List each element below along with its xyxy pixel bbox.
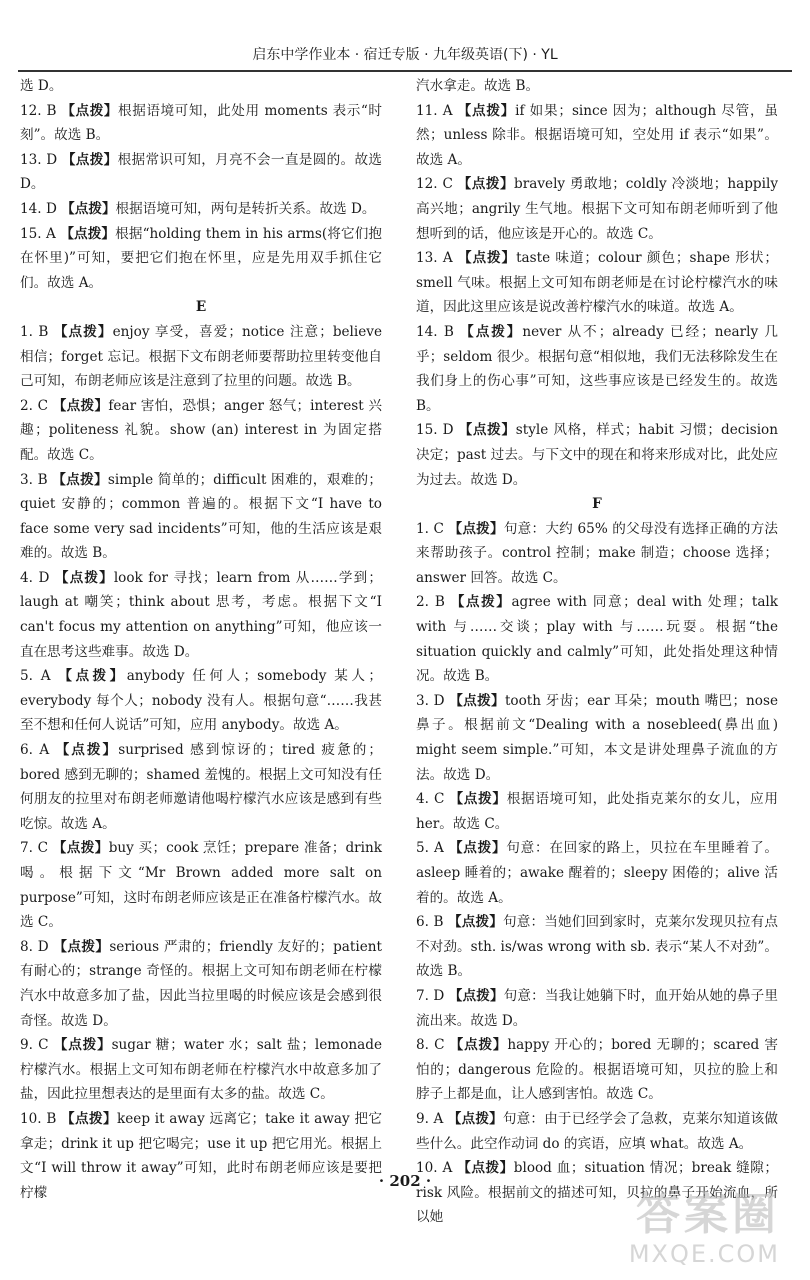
answer-number: 6. A xyxy=(20,742,50,759)
answer-entry xyxy=(20,74,382,99)
hint-tag: 【点拨】 xyxy=(457,102,516,119)
answer-text: enjoy 享受，喜爱；notice 注意；believe 相信；forget 忘记。根据下文布朗老师要帮助拉里转变他自己可知，布朗老师应该是注意到了拉里的问题。故选 B。 xyxy=(20,323,383,390)
watermark-bottom: MXQE.COM xyxy=(628,1240,780,1268)
answer-number: 14. B xyxy=(416,323,454,340)
answer-text: if 如果；since 因为；although 尽管，虽然；unless 除非。根据语境可知，空处用 if 表示“如果”。故选 A。 xyxy=(416,102,778,168)
answer-entry xyxy=(20,738,382,836)
answer-entry xyxy=(20,394,382,468)
answer-entry xyxy=(20,99,382,148)
answer-number: 1. B xyxy=(20,323,49,340)
hint-tag: 【点拨】 xyxy=(449,692,505,709)
answer-entry xyxy=(416,74,778,99)
right-column xyxy=(416,74,778,1230)
answer-number: 15. A xyxy=(20,225,56,242)
answer-entry xyxy=(416,172,778,246)
answer-text: taste 味道；colour 颜色；shape 形状；smell 气味。根据上文可知布朗老师是在讨论柠檬汽水的味道，因此这里应该是说改善柠檬汽水的味道。故选 A。 xyxy=(416,250,778,316)
answer-entry xyxy=(416,836,778,910)
answer-entry xyxy=(416,787,778,836)
answer-number: 12. C xyxy=(416,176,453,193)
answer-text: tooth 牙齿；ear 耳朵；mouth 嘴巴；nose 鼻子。根据前文“Dealing with a nosebleed(鼻出血) might seem simple.”可知，本文是讲处理鼻子流血的方法。故选 D。 xyxy=(416,692,778,783)
answer-number: 1. C xyxy=(416,520,444,537)
answer-number: 15. D xyxy=(416,422,454,439)
hint-tag: 【点拨】 xyxy=(448,520,504,537)
answer-entry xyxy=(20,935,382,1033)
hint-tag: 【点拨】 xyxy=(61,200,116,217)
answer-number: 9. A xyxy=(416,1110,444,1127)
answer-text: 选 D。 xyxy=(20,78,63,94)
answer-text: 句意：大约 65% 的父母没有选择正确的方法来帮助孩子。control 控制；make 制造；choose 选择；answer 回答。故选 C。 xyxy=(416,520,779,586)
hint-tag: 【点拨】 xyxy=(61,102,119,119)
hint-tag: 【点拨】 xyxy=(458,422,516,439)
answer-number: 6. B xyxy=(416,914,444,931)
answer-entry xyxy=(20,197,382,222)
hint-tag: 【点拨】 xyxy=(460,323,523,340)
hint-tag: 【点拨】 xyxy=(53,1037,112,1054)
answer-text: simple 简单的；difficult 困难的，艰难的；quiet 安静的；common 普遍的。根据下文“I have to face some very sad incidents”可知，他的生活应该是艰难的。故选 B。 xyxy=(20,471,383,562)
hint-tag: 【点拨】 xyxy=(457,250,517,267)
answer-entry xyxy=(416,984,778,1033)
hint-tag: 【点拨】 xyxy=(61,151,118,168)
answer-entry xyxy=(20,1033,382,1107)
hint-tag: 【点拨】 xyxy=(54,569,114,586)
answer-text: 根据常识可知，月亮不会一直是圆的。故选 D。 xyxy=(20,151,383,193)
answer-number: 11. A xyxy=(416,102,453,119)
answer-entry xyxy=(416,320,778,418)
answer-text: style 风格，样式；habit 习惯；decision 决定；past 过去。与下文中的现在和将来形成对比，此处应为过去。故选 D。 xyxy=(416,422,779,488)
answer-number: 12. B xyxy=(20,102,57,119)
answer-entry xyxy=(20,468,382,566)
left-column xyxy=(20,74,382,1205)
answer-entry xyxy=(20,222,382,296)
watermark-top: 答案圈 xyxy=(636,1189,780,1240)
answer-text: happy 开心的；bored 无聊的；scared 害怕的；dangerous 危险的。根据语境可知，贝拉的脸上和脖子上都是血，让人感到害怕。故选 C。 xyxy=(416,1037,778,1103)
answer-number: 14. D xyxy=(20,200,57,217)
hint-tag: 【点拨】 xyxy=(449,791,507,808)
hint-tag: 【点拨】 xyxy=(58,668,127,685)
answer-text: surprised 感到惊讶的；tired 疲惫的；bored 感到无聊的；shamed 羞愧的。根据上文可知没有任何朋友的拉里对布朗老师邀请他喝柠檬汽水应该是感到有些吃惊。故选 A。 xyxy=(20,742,383,832)
hint-tag: 【点拨】 xyxy=(61,1110,117,1127)
answer-text: 根据语境可知，两句是转折关系。故选 D。 xyxy=(115,200,376,217)
hint-tag: 【点拨】 xyxy=(60,225,116,242)
answer-text: keep it away 远离它；take it away 把它拿走；drink it up 把它喝完；use it up 把它用光。根据上文“I will throw it away”可知，此时布朗老师应该是要把柠檬 xyxy=(20,1110,382,1201)
hint-tag: 【点拨】 xyxy=(449,1037,508,1054)
hint-tag: 【点拨】 xyxy=(450,594,512,611)
answer-entry xyxy=(416,590,778,688)
answer-text: 句意：当她们回到家时，克莱尔发现贝拉有点不对劲。sth. is/was wrong with sb. 表示“某人不对劲”。故选 B。 xyxy=(416,914,779,980)
hint-tag: 【点拨】 xyxy=(457,1160,514,1177)
answer-entry xyxy=(416,910,778,984)
answer-text: agree with 同意；deal with 处理；talk with 与……交谈；play with 与……玩耍。根据“the situation quickly and calmly”可知，此处指处理这种情况。故选 B。 xyxy=(416,594,779,685)
hint-tag: 【点拨】 xyxy=(53,938,110,955)
answer-number: 5. A xyxy=(416,840,444,857)
answer-text: blood 血；situation 情况；break 缝隙；risk 风险。根据前文的描述可知，贝拉的鼻子开始流血，所以她 xyxy=(416,1160,778,1226)
answer-text: fear 害怕，恐惧；anger 怒气；interest 兴趣；politeness 礼貌。show (an) interest in 为固定搭配。故选 C。 xyxy=(20,397,382,463)
page-number: · 202 · xyxy=(378,1172,432,1190)
answer-entry xyxy=(416,418,778,492)
answer-number: 7. C xyxy=(20,840,49,857)
hint-tag: 【点拨】 xyxy=(52,471,108,488)
answer-number: 4. C xyxy=(416,791,445,808)
answer-text: 根据语境可知，此处指克莱尔的女儿，应用 her。故选 C。 xyxy=(416,791,778,832)
answer-entry xyxy=(20,148,382,197)
watermark-logo xyxy=(580,1190,780,1270)
answer-entry xyxy=(416,689,778,787)
answer-text: 根据语境可知，此处用 moments 表示“时刻”。故选 B。 xyxy=(20,102,383,144)
answer-number: 5. A xyxy=(20,668,51,685)
answer-number: 3. B xyxy=(20,471,48,488)
answer-text: look for 寻找；learn from 从……学到；laugh at 嘲笑；think about 思考，考虑。根据下文“I can't focus my attention on anything”可知，他应该一直在思考这些难事。故选 D。 xyxy=(20,569,382,660)
hint-tag: 【点拨】 xyxy=(447,914,503,931)
hint-tag: 【点拨】 xyxy=(448,840,507,857)
section-heading: E xyxy=(195,299,207,316)
answer-number: 2. C xyxy=(20,397,49,414)
answer-number: 8. D xyxy=(20,938,49,955)
answer-entry xyxy=(416,99,778,173)
answer-number: 2. B xyxy=(416,594,445,611)
answer-number: 4. D xyxy=(20,569,50,586)
answer-entry xyxy=(20,836,382,934)
answer-entry xyxy=(416,246,778,320)
answer-text: 句意：由于已经学会了急救，克莱尔知道该做些什么。此空作动词 do 的宾语，应填 what。故选 A。 xyxy=(416,1110,779,1152)
answer-entry xyxy=(20,566,382,664)
hint-tag: 【点拨】 xyxy=(52,840,109,857)
answer-text: 句意：当我让她躺下时，血开始从她的鼻子里流出来。故选 D。 xyxy=(416,987,778,1029)
answer-text: bravely 勇敢地；coldly 冷淡地；happily 高兴地；angrily 生气地。根据下文可知布朗老师听到了他想听到的话，他应该是开心的。故选 C。 xyxy=(416,176,778,242)
answer-text: sugar 糖；water 水；salt 盐；lemonade 柠檬汽水。根据上文可知布朗老师在柠檬汽水中故意多加了盐，因此拉里想表达的是里面有太多的盐。故选 C。 xyxy=(20,1037,382,1103)
answer-number: 8. C xyxy=(416,1037,445,1054)
answer-number: 9. C xyxy=(20,1037,49,1054)
answer-text: serious 严肃的；friendly 友好的；patient 有耐心的；strange 奇怪的。根据上文可知布朗老师在柠檬汽水中故意多加了盐，因此当拉里喝的时候应该是会感到很奇怪。故选 D。 xyxy=(20,938,382,1029)
answer-text: never 从不；already 已经；nearly 几乎；seldom 很少。根据句意“相似地，我们无法移除发生在我们身上的伤心事”可知，这些事应该是已经发生的。故选 B。 xyxy=(416,323,779,414)
answer-number: 13. D xyxy=(20,151,58,168)
answer-text: 汽水拿走。故选 B。 xyxy=(416,78,540,94)
hint-tag: 【点拨】 xyxy=(447,1110,503,1127)
page-header xyxy=(18,40,792,72)
answer-number: 3. D xyxy=(416,692,445,709)
answer-text: 根据“holding them in his arms(将它们抱在怀里)”可知，要把它们抱在怀里，应是先用双手抓住它们。故选 A。 xyxy=(20,225,382,291)
answer-text: buy 买；cook 烹饪；prepare 准备；drink 喝。根据下文“Mr Brown added more salt on purpose”可知，这时布朗老师应该是正在准备柠檬汽水。故选 C。 xyxy=(20,840,383,931)
hint-tag: 【点拨】 xyxy=(448,987,504,1004)
answer-number: 10. A xyxy=(416,1160,453,1177)
answer-text: 句意：在回家的路上，贝拉在车里睡着了。asleep 睡着的；awake 醒着的；sleepy 困倦的；alive 活着的。故选 A。 xyxy=(416,840,779,906)
hint-tag: 【点拨】 xyxy=(55,742,119,759)
answer-entry xyxy=(20,1107,382,1205)
answer-entry xyxy=(416,517,778,591)
answer-entry xyxy=(20,320,382,394)
hint-tag: 【点拨】 xyxy=(52,397,109,414)
answer-number: 7. D xyxy=(416,987,445,1004)
hint-tag: 【点拨】 xyxy=(53,323,113,340)
answer-entry xyxy=(416,1107,778,1156)
hint-tag: 【点拨】 xyxy=(457,176,515,193)
section-heading: F xyxy=(592,496,602,513)
header-title: 启东中学作业本 · 宿迁专版 · 九年级英语(下) · YL xyxy=(252,47,558,63)
answer-number: 13. A xyxy=(416,250,453,267)
answer-entry xyxy=(20,664,382,738)
answer-entry xyxy=(416,1033,778,1107)
answer-text: anybody 任何人；somebody 某人；everybody 每个人；nobody 没有人。根据句意“……我甚至不想和任何人说话”可知，应用 anybody。故选 A。 xyxy=(20,668,383,734)
answer-number: 10. B xyxy=(20,1110,57,1127)
